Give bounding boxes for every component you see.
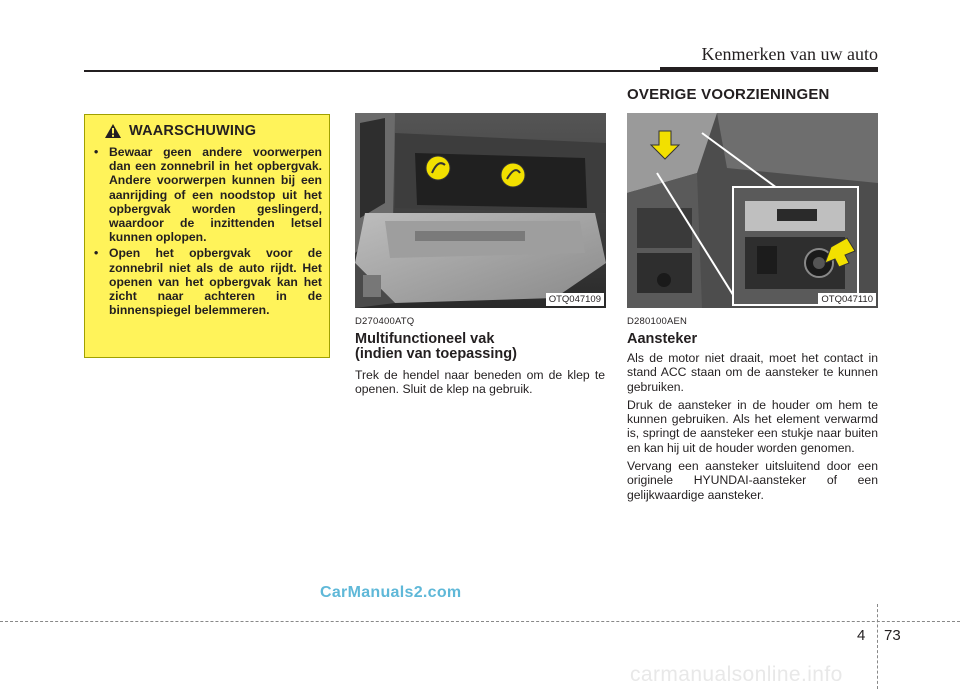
body-paragraph: Vervang een aansteker uitsluitend door een originele HYUNDAI-aansteker of een gelijkwaardige aansteker. — [627, 459, 878, 502]
section-body — [355, 368, 605, 397]
body-paragraph: Trek de hendel naar beneden om de klep te openen. Sluit de klep na gebruik. — [355, 368, 605, 397]
header-rule-thick — [660, 67, 878, 72]
warning-header — [105, 123, 322, 139]
page-number: 73 — [884, 627, 901, 644]
section-code: D270400ATQ — [355, 316, 415, 327]
footer-vertical-divider — [877, 604, 878, 689]
heading-line-1: Multifunctioneel vak — [355, 331, 495, 347]
chapter-number: 4 — [857, 627, 866, 644]
warning-title: WAARSCHUWING — [129, 123, 257, 139]
heading-line-2: (indien van toepassing) — [355, 346, 517, 362]
section-heading — [355, 332, 517, 362]
photo-label: OTQ047110 — [818, 293, 876, 306]
photo-multifunction-box — [355, 113, 606, 308]
section-heading: Aansteker — [627, 331, 698, 347]
warning-item: • Open het opbergvak voor de zonnebril niet als de auto rijdt. Het openen van het opbergvak kan het zicht naar achteren in de binnenspiegel belemmeren. — [93, 246, 322, 317]
warning-box — [84, 114, 330, 358]
body-paragraph: Druk de aansteker in de houder om hem te kunnen gebruiken. Als het element verwarmd is, springt de aansteker een stukje naar buiten en kan hij uit de houder worden genomen. — [627, 397, 878, 455]
footer-watermark: carmanualsonline.info — [630, 663, 843, 686]
section-body — [627, 351, 878, 502]
section-code: D280100AEN — [627, 316, 688, 327]
footer-dashed-rule — [0, 621, 960, 622]
warning-item: • Bewaar geen andere voorwerpen dan een zonnebril in het opbergvak. Andere voorwerpen kunnen bij een aanrijding of een noodstop uit het opbergvak worden geslingerd, waardoor de inzittenden letsel kunnen oplopen. — [93, 145, 322, 244]
multifunction-box-illustration — [355, 113, 606, 308]
warning-triangle-icon — [105, 124, 121, 138]
body-paragraph: Als de motor niet draait, moet het contact in stand ACC staan om de aansteker te kunnen gebruiken. — [627, 351, 878, 394]
cigarette-lighter-illustration — [627, 113, 878, 308]
section-banner: OVERIGE VOORZIENINGEN — [627, 86, 878, 108]
photo-cigarette-lighter — [627, 113, 878, 308]
photo-label: OTQ047109 — [546, 293, 604, 306]
chapter-title: Kenmerken van uw auto — [701, 44, 878, 64]
header-rule-thin — [84, 70, 660, 72]
warning-list — [93, 145, 322, 317]
site-watermark-link[interactable]: CarManuals2.com — [320, 584, 462, 601]
